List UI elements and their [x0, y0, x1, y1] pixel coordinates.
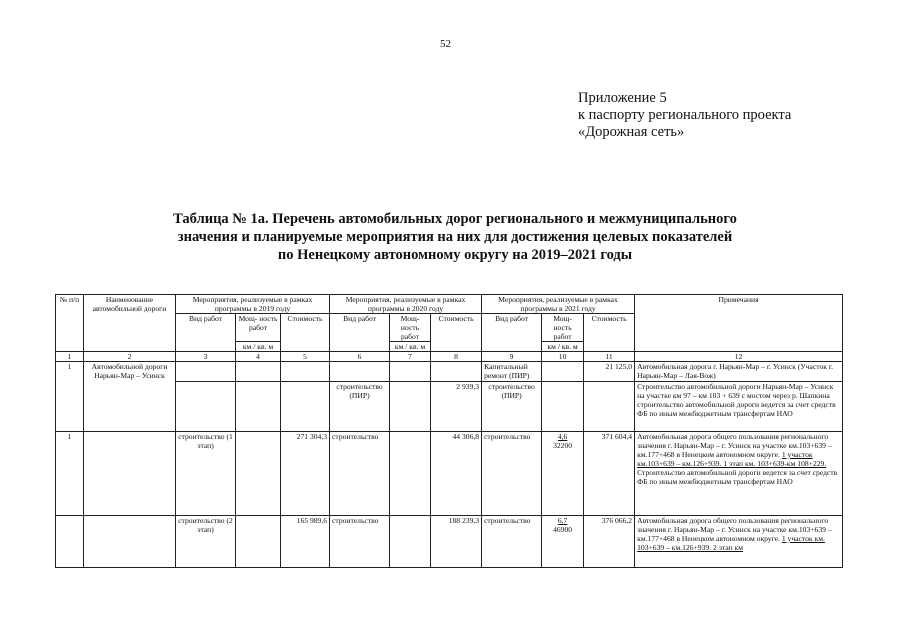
- cost-2020: 2 939,3: [431, 382, 482, 432]
- column-number: 10: [542, 352, 584, 362]
- row-note: Строительство автомобильной дороги Нарьян-Мар – Усинск на участке км 97 – км 103 + 639 с мостом через р. Шапкина строительство автомобильной дороги ведется за счет средств ФБ по иным межбюджетным трансфертам НАО: [635, 382, 843, 432]
- note-underlined: 1 участок км. 103+639 – км.126+939. 2 этап км: [637, 534, 825, 552]
- cell-empty: [176, 362, 236, 382]
- row-num: 1: [56, 362, 84, 432]
- header-cost: Стоимость: [431, 314, 482, 352]
- cell-empty: [431, 362, 482, 382]
- work-type-2020: строительство: [330, 516, 390, 568]
- capacity-km: 6,7: [557, 516, 568, 525]
- column-number: 9: [482, 352, 542, 362]
- cost-2021: 21 125,0: [584, 362, 635, 382]
- header-events-2019: Мероприятия, реализуемые в рамках программы в 2019 году: [176, 295, 330, 314]
- cell-empty: [542, 382, 584, 432]
- capacity-km: 4,6: [557, 432, 568, 441]
- cell-empty: [281, 382, 330, 432]
- annex-header: [578, 90, 791, 141]
- cell-empty: [390, 382, 431, 432]
- work-type-2021: строительство: [482, 432, 542, 516]
- table-row: [56, 432, 843, 516]
- column-number: 6: [330, 352, 390, 362]
- header-capacity-unit: км / кв. м: [390, 342, 431, 352]
- row-note: [635, 516, 843, 568]
- header-cost: Стоимость: [281, 314, 330, 352]
- header-capacity: Мощ- ность работ: [390, 314, 431, 342]
- column-number: 4: [236, 352, 281, 362]
- cell-empty: [330, 362, 390, 382]
- cell-empty: [84, 432, 176, 516]
- table-row: [56, 516, 843, 568]
- cell-empty: [84, 516, 176, 568]
- cell-empty: [281, 362, 330, 382]
- note-underlined: 1 участок км.103+639 – км.126+939. 1 этап км. 103+639-км 108+229.: [637, 450, 827, 468]
- cell-empty: [236, 362, 281, 382]
- header-road-name: Наименование автомобильной дороги: [84, 295, 176, 352]
- note-text: Строительство автомобильной дороги ведется за счет средств ФБ по иным межбюджетным трансфертам НАО: [637, 468, 838, 486]
- cost-2021: 371 604,4: [584, 432, 635, 516]
- work-type-2020: строительство: [330, 432, 390, 516]
- annex-line: к паспорту регионального проекта: [578, 107, 792, 123]
- cost-2021: 376 066,2: [584, 516, 635, 568]
- header-work-type: Вид работ: [176, 314, 236, 352]
- column-number: 5: [281, 352, 330, 362]
- column-numbers-row: [56, 352, 843, 362]
- column-number: 3: [176, 352, 236, 362]
- cost-2019: 165 989,6: [281, 516, 330, 568]
- row-note: [635, 432, 843, 516]
- cell-empty: [584, 382, 635, 432]
- header-capacity: Мощ- ность работ: [542, 314, 584, 342]
- row-note: Автомобильная дорога г. Нарьян-Мар – г. Усинск (Участок г. Нарьян-Мар – Лая-Вож): [635, 362, 843, 382]
- header-work-type: Вид работ: [330, 314, 390, 352]
- cell-empty: [390, 516, 431, 568]
- capacity-2021: [542, 516, 584, 568]
- capacity-area: 32200: [553, 441, 573, 450]
- annex-line: Приложение 5: [578, 90, 667, 106]
- page-number: 52: [440, 38, 451, 50]
- capacity-2021: [542, 432, 584, 516]
- header-cost: Стоимость: [584, 314, 635, 352]
- work-type-2021: Капитальный ремонт (ПИР): [482, 362, 542, 382]
- work-type-2021: строительство: [482, 516, 542, 568]
- work-type-2020: строительство (ПИР): [330, 382, 390, 432]
- header-row: [56, 295, 843, 314]
- column-number: 1: [56, 352, 84, 362]
- row-num: 1: [56, 432, 84, 516]
- annex-line: «Дорожная сеть»: [578, 124, 685, 140]
- cell-empty: [236, 516, 281, 568]
- cell-empty: [236, 382, 281, 432]
- header-capacity-unit: км / кв. м: [542, 342, 584, 352]
- header-num: № п/п: [56, 295, 84, 352]
- roads-table: [55, 294, 843, 568]
- header-work-type: Вид работ: [482, 314, 542, 352]
- cell-empty: [390, 432, 431, 516]
- title-line: по Ненецкому автономному округу на 2019–2021 годы: [277, 247, 633, 263]
- column-number: 7: [390, 352, 431, 362]
- cell-empty: [56, 516, 84, 568]
- work-type-2019: строительство (1 этап): [176, 432, 236, 516]
- work-type-2021: строительство (ПИР): [482, 382, 542, 432]
- note-text: Автомобильная дорога общего пользования регионального значения г. Нарьян-Мар – г. Усинск на участке км.103+639 – км.177+468 в Ненецком автономном округе.: [637, 432, 832, 459]
- table-row: [56, 362, 843, 382]
- cost-2020: 188 239,3: [431, 516, 482, 568]
- cost-2020: 44 306,8: [431, 432, 482, 516]
- cost-2019: 271 304,3: [281, 432, 330, 516]
- cell-empty: [236, 432, 281, 516]
- column-number: 2: [84, 352, 176, 362]
- header-notes: Примечания: [635, 295, 843, 352]
- work-type-2019: строительство (2 этап): [176, 516, 236, 568]
- column-number: 11: [584, 352, 635, 362]
- note-text: Автомобильная дорога общего пользования регионального значения г. Нарьян-Мар – г. Усинск на участке км.103+639 – км.177+468 в Ненецком автономном округе.: [637, 516, 832, 543]
- column-number: 12: [635, 352, 843, 362]
- header-capacity: Мощ- ность работ: [236, 314, 281, 342]
- road-name: Автомобильной дороги Нарьян-Мар – Усинск: [84, 362, 176, 432]
- capacity-area: 46900: [553, 525, 573, 534]
- table-title: [110, 210, 800, 264]
- title-line: Таблица № 1а. Перечень автомобильных дорог регионального и межмуниципального: [173, 211, 737, 227]
- cell-empty: [390, 362, 431, 382]
- cell-empty: [176, 382, 236, 432]
- column-number: 8: [431, 352, 482, 362]
- header-events-2021: Мероприятия, реализуемые в рамках программы в 2021 году: [482, 295, 635, 314]
- title-line: значения и планируемые мероприятия на них для достижения целевых показателей: [177, 229, 733, 245]
- header-events-2020: Мероприятия, реализуемые в рамках программы в 2020 году: [330, 295, 482, 314]
- cell-empty: [542, 362, 584, 382]
- header-capacity-unit: км / кв. м: [236, 342, 281, 352]
